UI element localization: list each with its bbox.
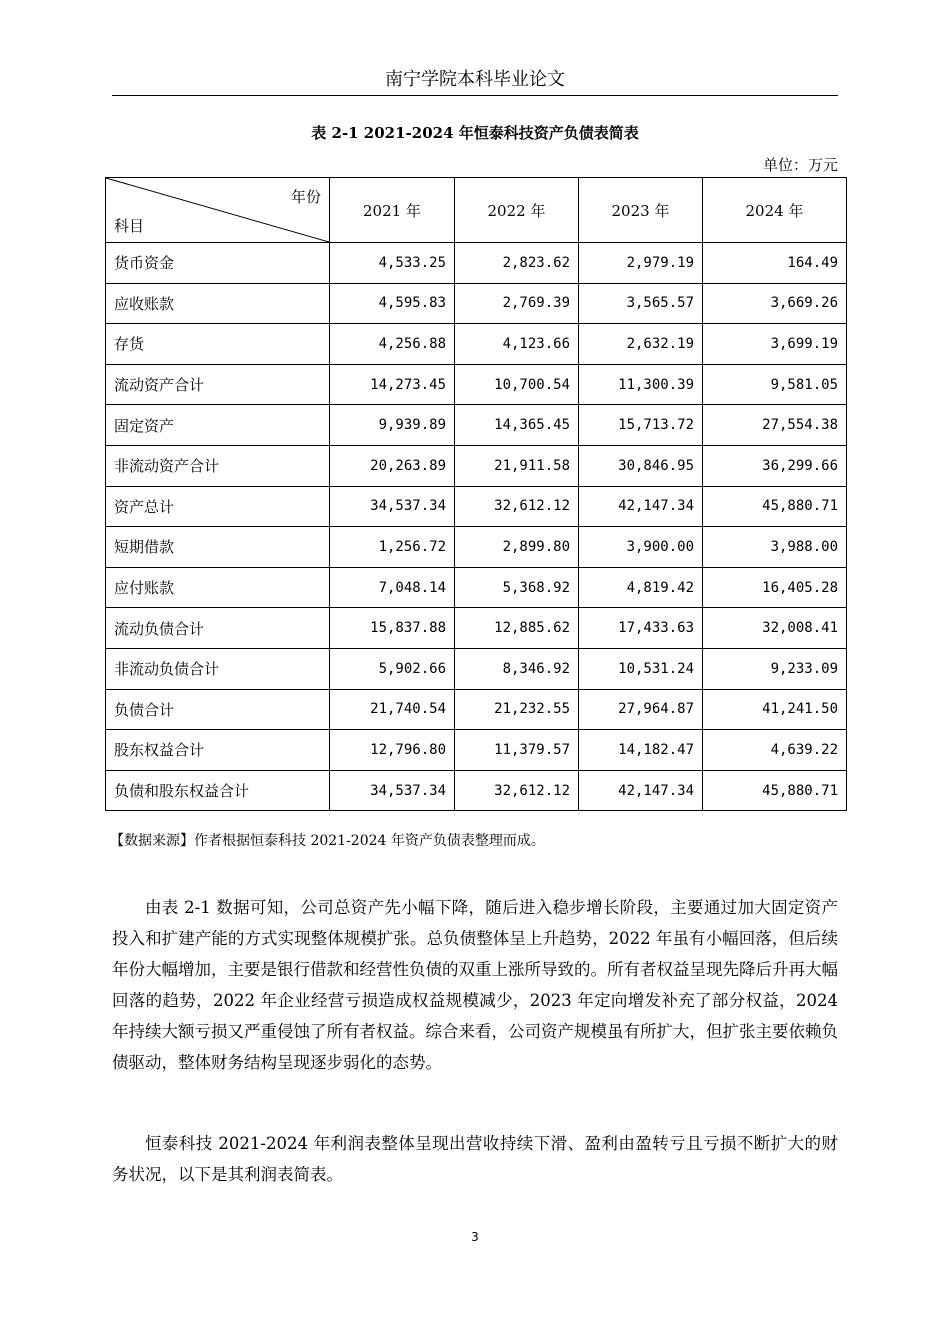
table-cell-value: 3,669.26 — [703, 283, 847, 324]
table-row — [106, 689, 847, 730]
table-cell-value: 10,531.24 — [579, 648, 703, 689]
table-cell-value: 12,885.62 — [455, 608, 579, 649]
table-cell-value: 7,048.14 — [330, 567, 455, 608]
row-label: 流动负债合计 — [106, 608, 330, 649]
table-cell-value: 10,700.54 — [455, 364, 579, 405]
table-row — [106, 405, 847, 446]
year-header: 2024 年 — [703, 178, 847, 243]
table-cell-value: 2,979.19 — [579, 243, 703, 284]
table-row — [106, 567, 847, 608]
corner-year-label: 年份 — [290, 188, 321, 206]
table-cell-value: 21,740.54 — [330, 689, 455, 730]
table-row — [106, 243, 847, 284]
table-cell-value: 17,433.63 — [579, 608, 703, 649]
table-cell-value: 42,147.34 — [579, 486, 703, 527]
table-cell-value: 12,796.80 — [330, 730, 455, 771]
row-label: 存货 — [106, 324, 330, 365]
row-label: 流动资产合计 — [106, 364, 330, 405]
table-row — [106, 648, 847, 689]
table-cell-value: 4,819.42 — [579, 567, 703, 608]
table-cell-value: 27,964.87 — [579, 689, 703, 730]
table-cell-value: 32,008.41 — [703, 608, 847, 649]
table-row — [106, 445, 847, 486]
row-label: 资产总计 — [106, 486, 330, 527]
row-label: 应付账款 — [106, 567, 330, 608]
table-header-row — [106, 178, 847, 243]
row-label: 货币资金 — [106, 243, 330, 284]
body-paragraph: 恒泰科技 2021-2024 年利润表整体呈现出营收持续下滑、盈利由盈转亏且亏损不断扩大的财务状况，以下是其利润表简表。 — [112, 1134, 838, 1184]
table-cell-value: 21,911.58 — [455, 445, 579, 486]
table-row — [106, 283, 847, 324]
table-cell-value: 3,699.19 — [703, 324, 847, 365]
table-row — [106, 527, 847, 568]
row-label: 应收账款 — [106, 283, 330, 324]
year-header: 2023 年 — [579, 178, 703, 243]
table-cell-value: 32,612.12 — [455, 486, 579, 527]
row-label: 非流动负债合计 — [106, 648, 330, 689]
table-cell-value: 15,837.88 — [330, 608, 455, 649]
body-paragraph: 由表 2-1 数据可知，公司总资产先小幅下降，随后进入稳步增长阶段，主要通过加大固定资产投入和扩建产能的方式实现整体规模扩张。总负债整体呈上升趋势，2022 年虽有小幅回落，但后续年份大幅增加，主要是银行借款和经营性负债的双重上涨所导致的。所有者权益呈现先降后升再大幅回落的趋势，2022 年企业经营亏损造成权益规模减少，2023 年定向增发补充了部分权益，2024 年持续大额亏损又严重侵蚀了所有者权益。综合来看，公司资产规模虽有所扩大，但扩张主要依赖负债驱动，整体财务结构呈现逐步弱化的态势。 — [112, 898, 838, 1072]
row-label: 固定资产 — [106, 405, 330, 446]
table-caption: 表 2-1 2021-2024 年恒泰科技资产负债表简表 — [311, 124, 639, 142]
table-cell-value: 3,900.00 — [579, 527, 703, 568]
row-label: 负债和股东权益合计 — [106, 770, 330, 811]
table-cell-value: 4,595.83 — [330, 283, 455, 324]
corner-item-label: 科目 — [114, 217, 145, 235]
row-label: 负债合计 — [106, 689, 330, 730]
table-cell-value: 36,299.66 — [703, 445, 847, 486]
table-cell-value: 3,988.00 — [703, 527, 847, 568]
table-cell-value: 9,581.05 — [703, 364, 847, 405]
table-row — [106, 324, 847, 365]
table-cell-value: 15,713.72 — [579, 405, 703, 446]
table-cell-value: 20,263.89 — [330, 445, 455, 486]
table-cell-value: 4,256.88 — [330, 324, 455, 365]
table-cell-value: 27,554.38 — [703, 405, 847, 446]
table-cell-value: 2,899.80 — [455, 527, 579, 568]
table-cell-value: 2,769.39 — [455, 283, 579, 324]
table-cell-value: 164.49 — [703, 243, 847, 284]
data-source-note: 【数据来源】作者根据恒泰科技 2021-2024 年资产负债表整理而成。 — [110, 833, 545, 849]
table-cell-value: 42,147.34 — [579, 770, 703, 811]
table-row — [106, 730, 847, 771]
table-cell-value: 5,902.66 — [330, 648, 455, 689]
year-header: 2021 年 — [330, 178, 455, 243]
table-cell-value: 14,273.45 — [330, 364, 455, 405]
table-row — [106, 608, 847, 649]
table-row — [106, 486, 847, 527]
year-header: 2022 年 — [455, 178, 579, 243]
table-cell-value: 4,639.22 — [703, 730, 847, 771]
table-cell-value: 9,233.09 — [703, 648, 847, 689]
table-cell-value: 32,612.12 — [455, 770, 579, 811]
table-cell-value: 45,880.71 — [703, 486, 847, 527]
table-cell-value: 30,846.95 — [579, 445, 703, 486]
table-cell-value: 11,300.39 — [579, 364, 703, 405]
table-cell-value: 11,379.57 — [455, 730, 579, 771]
table-cell-value: 34,537.34 — [330, 770, 455, 811]
table-cell-value: 41,241.50 — [703, 689, 847, 730]
table-cell-value: 9,939.89 — [330, 405, 455, 446]
page-number: 3 — [471, 1230, 479, 1244]
row-label: 非流动资产合计 — [106, 445, 330, 486]
balance-sheet-table — [105, 177, 847, 811]
table-unit: 单位：万元 — [762, 156, 838, 174]
table-row — [106, 364, 847, 405]
table-cell-value: 2,823.62 — [455, 243, 579, 284]
running-header: 南宁学院本科毕业论文 — [385, 69, 565, 90]
table-row — [106, 770, 847, 811]
table-cell-value: 34,537.34 — [330, 486, 455, 527]
table-cell-value: 14,182.47 — [579, 730, 703, 771]
table-cell-value: 45,880.71 — [703, 770, 847, 811]
table-cell-value: 1,256.72 — [330, 527, 455, 568]
table-cell-value: 3,565.57 — [579, 283, 703, 324]
table-cell-value: 8,346.92 — [455, 648, 579, 689]
table-cell-value: 2,632.19 — [579, 324, 703, 365]
table-cell-value: 4,533.25 — [330, 243, 455, 284]
table-cell-value: 5,368.92 — [455, 567, 579, 608]
table-cell-value: 4,123.66 — [455, 324, 579, 365]
table-cell-value: 21,232.55 — [455, 689, 579, 730]
table-cell-value: 14,365.45 — [455, 405, 579, 446]
corner-cell — [106, 178, 330, 243]
header-rule — [112, 95, 838, 96]
row-label: 短期借款 — [106, 527, 330, 568]
row-label: 股东权益合计 — [106, 730, 330, 771]
table-cell-value: 16,405.28 — [703, 567, 847, 608]
